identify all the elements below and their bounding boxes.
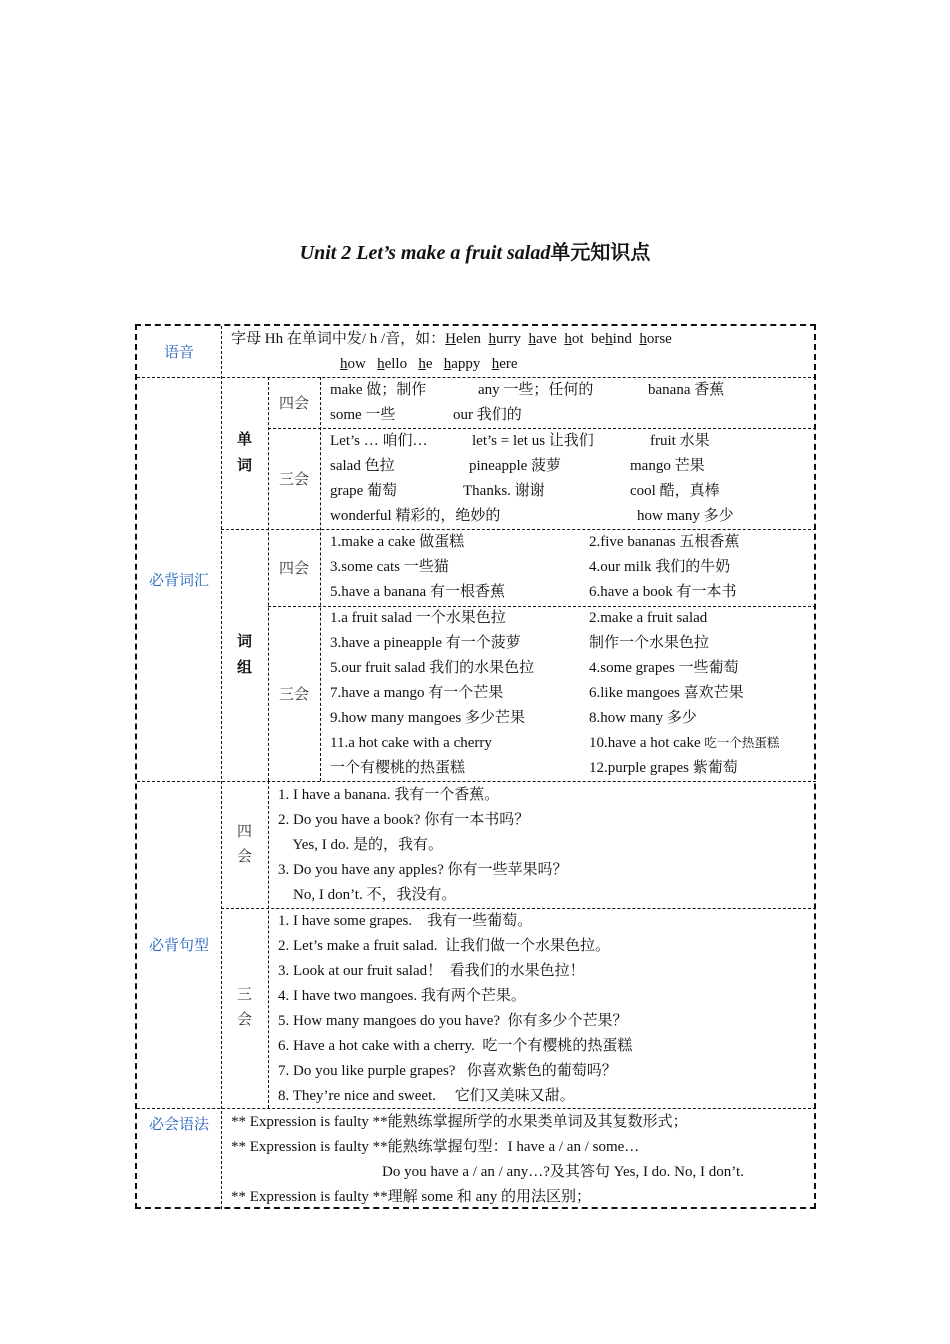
phrase-item: 3.some cats 一些猫: [330, 559, 449, 575]
label-three-skill: 三 会: [236, 987, 252, 1028]
sentence-item: 1. I have some grapes. 我有一些葡萄。: [278, 913, 533, 929]
phonics-line-1: [231, 327, 672, 352]
phonics-word: here: [491, 356, 518, 372]
phrase-item: 6.like mangoes 喜欢芒果: [589, 685, 744, 701]
phonics-word: how: [340, 356, 366, 372]
word-item: Thanks. 谢谢: [463, 483, 545, 499]
word-item: our 我们的: [453, 407, 522, 423]
label-words: 单 词: [236, 432, 252, 474]
sentence-item: 2. Let’s make a fruit salad. 让我们做一个水果色拉。: [278, 938, 611, 954]
sentence-item: 5. How many mangoes do you have? 你有多少个芒果？: [278, 1013, 628, 1029]
phrase-item: 8.how many 多少: [589, 710, 697, 726]
word-item: pineapple 菠萝: [469, 458, 562, 474]
phonics-line-2: [340, 352, 518, 377]
section-grammar: 必会语法: [148, 1116, 209, 1133]
label-four-skill: 四会: [278, 396, 309, 412]
phrase-item: [589, 731, 779, 756]
phonics-word: he: [418, 356, 433, 372]
sentence-item: 3. Do you have any apples? 你有一些苹果吗？: [278, 862, 568, 878]
phrase-item: 7.have a mango 有一个芒果: [330, 685, 504, 701]
phonics-word: have: [528, 331, 557, 347]
grammar-item: ** Expression is faulty **能熟练掌握句型：I have a / an / some…: [231, 1139, 640, 1155]
label-three-skill: 三会: [278, 472, 309, 488]
word-item: some 一些: [330, 407, 396, 423]
word-item: make 做；制作: [330, 382, 427, 398]
sentence-item: 1. I have a banana. 我有一个香蕉。: [278, 787, 500, 803]
word-item: how many 多少: [637, 508, 734, 524]
phrase-translation: 吃一个热蛋糕: [704, 736, 780, 750]
sentence-item: Yes, I do. 是的，我有。: [278, 837, 444, 853]
grammar-item: ** Expression is faulty **能熟练掌握所学的水果类单词及其复数形式；: [231, 1114, 688, 1130]
phonics-word: hello: [377, 356, 408, 372]
phonics-word: hurry: [488, 331, 521, 347]
section-vocab: 必背词汇: [148, 572, 209, 589]
phrase-item: 4.our milk 我们的牛奶: [589, 559, 731, 575]
phonics-word: behind: [591, 331, 632, 347]
word-item: any 一些；任何的: [478, 382, 594, 398]
knowledge-table: [135, 324, 816, 1209]
word-item: let’s = let us 让我们: [472, 433, 594, 449]
section-phonics: 语音: [163, 345, 194, 361]
word-item: mango 芒果: [630, 458, 705, 474]
title-english: Unit 2 Let’s make a fruit salad: [299, 242, 551, 264]
phrase-item: 制作一个水果色拉: [589, 635, 710, 651]
phrase-item: 12.purple grapes 紫葡萄: [589, 760, 738, 776]
title-chinese: 单元知识点: [550, 242, 651, 264]
label-phrases: 词 组: [236, 634, 252, 676]
phrase-item: 6.have a book 有一本书: [589, 584, 737, 600]
word-item: banana 香蕉: [648, 382, 725, 398]
sentence-item: 8. They’re nice and sweet. 它们又美味又甜。: [278, 1088, 575, 1104]
phrase-text: 10.have a hot cake: [589, 735, 705, 751]
label-four-skill: 四会: [278, 561, 309, 577]
phonics-word: Helen: [445, 331, 481, 347]
phrase-item: 3.have a pineapple 有一个菠萝: [330, 635, 521, 651]
phrase-item: 一个有樱桃的热蛋糕: [330, 760, 466, 776]
page-title: [0, 236, 950, 265]
sentence-item: 6. Have a hot cake with a cherry. 吃一个有樱桃的热蛋糕: [278, 1038, 633, 1054]
word-item: grape 葡萄: [330, 483, 398, 499]
label-four-skill: 四 会: [236, 823, 252, 865]
label-three-skill: 三会: [278, 687, 309, 703]
phonics-word: horse: [639, 331, 672, 347]
phrase-item: 1.make a cake 做蛋糕: [330, 534, 465, 550]
col-divider: [268, 781, 269, 1108]
phrase-item: 9.how many mangoes 多少芒果: [330, 710, 525, 726]
phrase-item: 11.a hot cake with a cherry: [330, 735, 492, 751]
word-item: Let’s … 咱们…: [330, 433, 428, 449]
phonics-word: hot: [564, 331, 584, 347]
phonics-intro: 字母 Hh 在单词中发/ h /音，如：: [231, 331, 446, 347]
phrase-item: 2.five bananas 五根香蕉: [589, 534, 740, 550]
phrase-item: 4.some grapes 一些葡萄: [589, 660, 739, 676]
word-item: fruit 水果: [650, 433, 710, 449]
sentence-item: 2. Do you have a book? 你有一本书吗？: [278, 812, 530, 828]
sentence-item: 4. I have two mangoes. 我有两个芒果。: [278, 988, 526, 1004]
sentence-item: 7. Do you like purple grapes? 你喜欢紫色的葡萄吗？: [278, 1063, 617, 1079]
sentence-item: No, I don’t. 不，我没有。: [278, 887, 457, 903]
word-item: wonderful 精彩的，绝妙的: [330, 508, 501, 524]
phrase-item: 1.a fruit salad 一个水果色拉: [330, 610, 506, 626]
word-item: salad 色拉: [330, 458, 395, 474]
grammar-item: Do you have a / an / any…?及其答句 Yes, I do. No, I don’t.: [382, 1164, 744, 1180]
phrase-item: 5.have a banana 有一根香蕉: [330, 584, 505, 600]
col-divider: [320, 377, 321, 781]
sentence-item: 3. Look at our fruit salad！ 看我们的水果色拉！: [278, 963, 585, 979]
word-item: cool 酷，真棒: [630, 483, 720, 499]
phonics-word: happy: [443, 356, 481, 372]
phrase-item: 2.make a fruit salad: [589, 610, 708, 626]
section-sentences: 必背句型: [148, 938, 209, 954]
grammar-item: ** Expression is faulty **理解 some 和 any 的用法区别；: [231, 1189, 591, 1205]
phrase-item: 5.our fruit salad 我们的水果色拉: [330, 660, 535, 676]
